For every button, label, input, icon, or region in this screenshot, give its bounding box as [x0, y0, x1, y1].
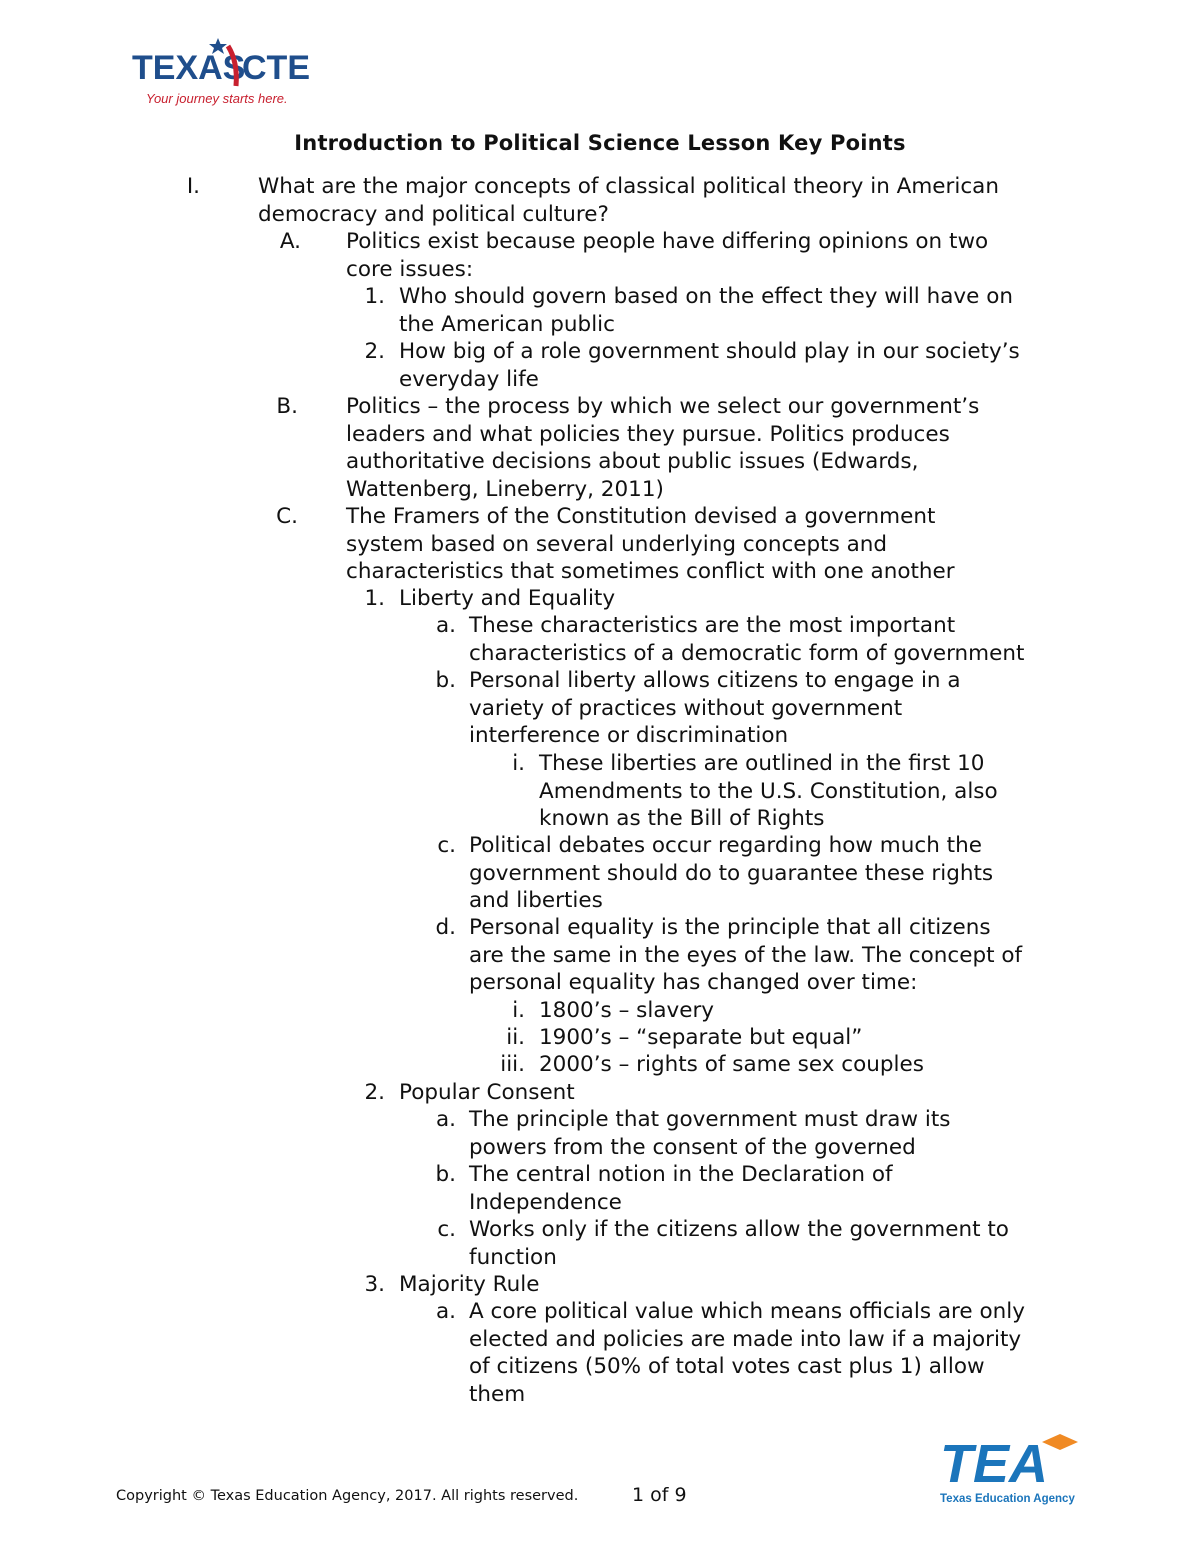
outline-marker: d. [435, 915, 456, 940]
outline-text-line: The principle that government must draw its [469, 1107, 951, 1132]
outline-text-line: How big of a role government should play in our society’s [399, 339, 1020, 364]
outline-text-line: Politics – the process by which we select our government’s [346, 394, 980, 419]
outline-text-line: Personal liberty allows citizens to engage in a [469, 668, 961, 693]
outline-text-line: characteristics that sometimes conflict with one another [346, 559, 955, 584]
outline-marker: B. [276, 394, 298, 419]
outline-text-line: What are the major concepts of classical political theory in American [258, 174, 999, 199]
logo-brand-right: CTE [242, 49, 310, 87]
outline-text-line: are the same in the eyes of the law. The concept of [469, 942, 1023, 968]
outline-marker: ii. [506, 1025, 525, 1050]
outline-marker: b. [435, 1162, 456, 1187]
texas-cte-logo [132, 36, 312, 112]
outline-text-line: function [469, 1244, 557, 1270]
outline-text-line: variety of practices without government [469, 695, 903, 721]
outline-marker: I. [186, 174, 200, 199]
outline-marker: b. [435, 668, 456, 693]
outline-marker: 1. [364, 586, 385, 611]
outline-marker: 2. [364, 339, 385, 364]
outline-text-line: powers from the consent of the governed [469, 1134, 916, 1160]
outline-text-line: known as the Bill of Rights [539, 806, 825, 831]
outline-text-line: These characteristics are the most important [469, 613, 956, 638]
outline-text-line: system based on several underlying concepts and [346, 531, 888, 557]
outline-marker: C. [276, 504, 298, 529]
tea-agency-name: Texas Education Agency [940, 1493, 1075, 1505]
outline-text-line: Political debates occur regarding how much the [469, 833, 982, 858]
outline-marker: c. [437, 833, 456, 858]
outline-text-line: of citizens (50% of total votes cast plus 1) allow [469, 1354, 985, 1379]
outline-text-line: characteristics of a democratic form of government [469, 640, 1025, 666]
outline-text-line: interference or discrimination [469, 723, 789, 748]
outline-text-line: core issues: [346, 256, 474, 282]
page-number: 1 of 9 [632, 1484, 687, 1506]
outline-text-line: These liberties are outlined in the first 10 [539, 751, 985, 776]
outline-text-line: democracy and political culture? [258, 201, 609, 227]
outline-text-line: The central notion in the Declaration of [469, 1162, 893, 1187]
outline-text-line: A core political value which means officials are only [469, 1299, 1025, 1324]
outline-text-line: and liberties [469, 888, 603, 913]
outline-marker: c. [437, 1217, 456, 1242]
outline-marker: 3. [364, 1272, 385, 1297]
outline-text-line: Liberty and Equality [399, 586, 616, 611]
outline-marker: A. [279, 229, 301, 254]
outline-text-line: 2000’s – rights of same sex couples [539, 1052, 924, 1077]
logo-brand-left: TEXAS [132, 49, 246, 87]
outline-text-line: 1800’s – slavery [539, 998, 715, 1023]
outline-text-line: them [469, 1381, 526, 1407]
outline-text-line: everyday life [399, 366, 539, 392]
outline-marker: i. [512, 998, 525, 1023]
copyright-notice: Copyright © Texas Education Agency, 2017. All rights reserved. [116, 1488, 579, 1504]
outline-marker: i. [512, 751, 525, 776]
outline-text-line: Majority Rule [399, 1272, 540, 1297]
outline-text-line: personal equality has changed over time: [469, 970, 918, 995]
outline-text-line: authoritative decisions about public issues (Edwards, [346, 449, 919, 474]
outline-marker: 1. [364, 284, 385, 309]
outline-text-line: Works only if the citizens allow the government to [469, 1217, 1009, 1242]
outline-text-line: leaders and what policies they pursue. Politics produces [346, 421, 950, 447]
outline-marker: a. [435, 613, 456, 638]
tea-logo [938, 1432, 1082, 1508]
outline-text-line: government should do to guarantee these rights [469, 860, 994, 886]
outline-text-line: Popular Consent [399, 1080, 575, 1105]
outline-text-line: Politics exist because people have differing opinions on two [346, 229, 989, 254]
outline-marker: a. [435, 1107, 456, 1132]
outline-text-line: Who should govern based on the effect they will have on [399, 284, 1013, 309]
outline-text-line: Personal equality is the principle that all citizens [469, 915, 991, 940]
outline-text-line: the American public [399, 311, 615, 337]
outline-marker: iii. [500, 1052, 525, 1077]
tea-wordmark: TEA [940, 1434, 1048, 1494]
outline-text-line: Independence [469, 1189, 622, 1215]
outline-marker: 2. [364, 1080, 385, 1105]
outline-text-line: The Framers of the Constitution devised a government [346, 504, 936, 529]
logo-tagline: Your journey starts here. [146, 91, 288, 106]
page-title: Introduction to Political Science Lesson Key Points [294, 131, 906, 155]
outline-text-line: Amendments to the U.S. Constitution, also [539, 778, 998, 804]
outline-text-line: 1900’s – “separate but equal” [539, 1025, 863, 1050]
outline-text-line: elected and policies are made into law if a majority [469, 1326, 1022, 1352]
outline-marker: a. [435, 1299, 456, 1324]
outline-text-line: Wattenberg, Lineberry, 2011) [346, 476, 664, 502]
